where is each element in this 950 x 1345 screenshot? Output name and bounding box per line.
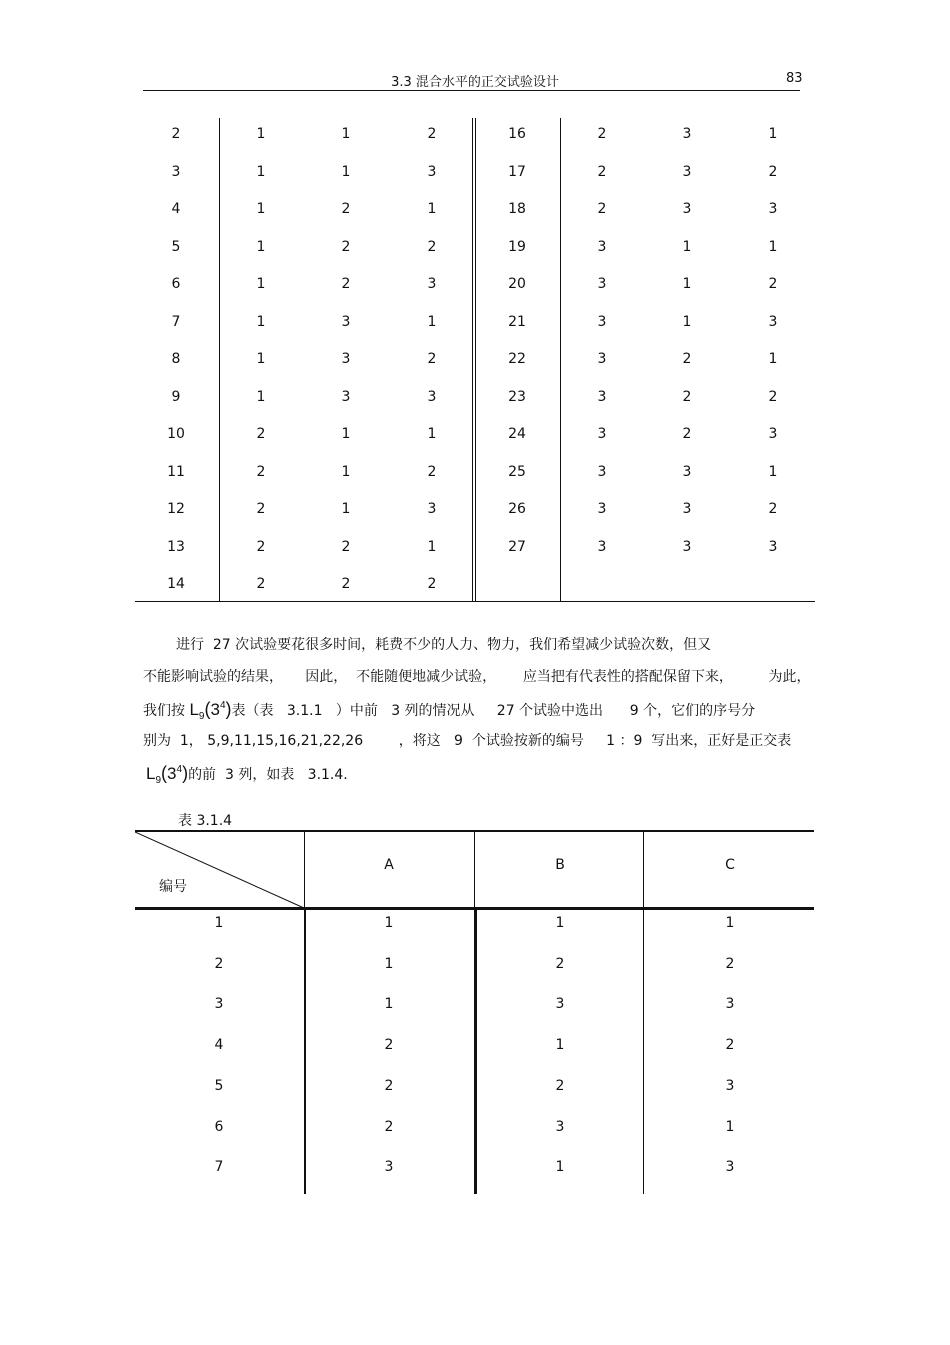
table-cell: 1 [555, 915, 565, 931]
table-cell: 3 [427, 276, 437, 292]
table-cell: 1 [427, 201, 437, 217]
table-cell: 4 [171, 201, 181, 217]
text-continuation: 表（表 3.1.1 ）中前 3 列的情况从 27 个试验中选出 9 个，它们的序号分 [231, 703, 756, 719]
diagonal-header-line [135, 830, 305, 910]
corner-label: 编号 [159, 879, 187, 895]
table-cell: 3 [597, 538, 607, 555]
table-cell: 3 [768, 201, 778, 217]
table-cell: 1 [341, 163, 351, 180]
column-divider [219, 118, 220, 602]
table-cell: 2 [341, 276, 351, 292]
row-number: 4 [214, 1037, 224, 1054]
table-cell: 13 [167, 538, 185, 555]
table-cell: 1 [427, 538, 437, 555]
table-cell: 11 [167, 463, 185, 480]
table-cell: 2 [341, 238, 351, 255]
table-cell: 5 [171, 238, 181, 255]
double-divider-line [475, 118, 476, 602]
table-cell: 1 [384, 915, 394, 931]
table-cell: 1 [555, 1159, 565, 1176]
table-cell: 1 [341, 126, 351, 142]
table-cell: 2 [427, 126, 437, 142]
table-cell: 2 [768, 501, 778, 517]
table-cell: 1 [256, 388, 266, 405]
orthogonal-table-continuation [135, 118, 815, 602]
table-cell: 19 [508, 238, 526, 255]
table-cell: 2 [427, 238, 437, 255]
paragraph-line-4: 别为 1， 5,9,11,15,16,21,22,26 ，将这 9 个试验按新的编号 1 ：9 写出来，正好是正交表 [143, 733, 792, 749]
header-divider [474, 830, 475, 908]
table-cell: 2 [682, 426, 692, 442]
table-cell: 1 [768, 126, 778, 142]
table-cell: 2 [256, 538, 266, 555]
table-cell: 2 [256, 426, 266, 442]
table-cell: 23 [508, 388, 526, 405]
table-caption: 表 3.1.4 [178, 813, 233, 829]
row-number: 6 [214, 1118, 224, 1135]
table-cell: 3 [427, 163, 437, 180]
table-cell: 2 [256, 463, 266, 480]
table-cell: 3 [768, 313, 778, 330]
row-number: 1 [214, 915, 224, 931]
table-cell: 3 [597, 313, 607, 330]
table-cell: 2 [384, 1037, 394, 1054]
table-cell: 1 [384, 996, 394, 1013]
table-cell: 9 [171, 388, 181, 405]
table-cell: 22 [508, 351, 526, 367]
table-cell: 1 [256, 163, 266, 180]
table-cell: 2 [682, 351, 692, 367]
table-cell: 1 [725, 1118, 735, 1135]
table-cell: 1 [768, 351, 778, 367]
table-cell: 8 [171, 351, 181, 367]
table-cell: 18 [508, 201, 526, 217]
row-number: 5 [214, 1077, 224, 1094]
text-we-use: 我们按 [143, 703, 185, 719]
table-cell: 2 [768, 388, 778, 405]
table-cell: 2 [725, 1037, 735, 1054]
table-cell: 1 [256, 238, 266, 255]
column-divider [643, 830, 644, 1194]
table-cell: 1 [682, 313, 692, 330]
table-cell: 20 [508, 276, 526, 292]
table-cell: 1 [555, 1037, 565, 1054]
table-cell: 3 [341, 351, 351, 367]
table-cell: 1 [256, 351, 266, 367]
body-divider [304, 908, 306, 1194]
table-cell: 3 [768, 538, 778, 555]
table-cell: 24 [508, 426, 526, 442]
table-cell: 3 [725, 1077, 735, 1094]
double-divider-line [472, 118, 473, 602]
table-cell: 1 [725, 915, 735, 931]
table-cell: 3 [682, 201, 692, 217]
table-cell: 3 [682, 163, 692, 180]
table-cell: 3 [682, 126, 692, 142]
table-cell: 2 [341, 576, 351, 592]
row-number: 3 [214, 996, 224, 1013]
row-number: 7 [214, 1159, 224, 1176]
table-cell: 17 [508, 163, 526, 180]
table-cell: 3 [682, 501, 692, 517]
table-cell: 12 [167, 501, 185, 517]
table-cell: 2 [384, 1118, 394, 1135]
table-cell: 2 [384, 1077, 394, 1094]
table-cell: 1 [341, 426, 351, 442]
paragraph-line-2: 不能影响试验的结果， 因此， 不能随便地减少试验， 应当把有代表性的搭配保留下来， 为此， [143, 669, 811, 685]
table-cell: 2 [427, 463, 437, 480]
table-cell: 2 [171, 126, 181, 142]
table-cell: 21 [508, 313, 526, 330]
table-cell: 16 [508, 126, 526, 142]
table-cell: 1 [768, 238, 778, 255]
table-cell: 3 [427, 388, 437, 405]
table-cell: 3 [725, 996, 735, 1013]
table-cell: 3 [555, 1118, 565, 1135]
table-cell: 1 [256, 313, 266, 330]
table-cell: 1 [768, 463, 778, 480]
table-cell: 3 [427, 501, 437, 517]
paragraph-line-1: 进行 27 次试验要花很多时间，耗费不少的人力、物力，我们希望减少试验次数，但又 [176, 637, 712, 653]
table-notation-l9: $L_9(3^4)$ [189, 699, 232, 722]
table-cell: 26 [508, 501, 526, 517]
header-rule [143, 90, 800, 91]
table-cell: 3 [725, 1159, 735, 1176]
table-cell: 10 [167, 426, 185, 442]
row-number: 2 [214, 955, 224, 972]
table-cell: 1 [682, 276, 692, 292]
table-cell: 27 [508, 538, 526, 555]
table-cell: 1 [341, 463, 351, 480]
table-cell: 3 [171, 163, 181, 180]
table-cell: 2 [555, 1077, 565, 1094]
table-cell: 1 [427, 313, 437, 330]
table-cell: 1 [682, 238, 692, 255]
table-cell: 2 [725, 955, 735, 972]
table-cell: 3 [597, 238, 607, 255]
table-cell: 2 [597, 126, 607, 142]
column-header: A [384, 857, 394, 873]
table-cell: 1 [256, 276, 266, 292]
table-cell: 6 [171, 276, 181, 292]
table-cell: 3 [341, 313, 351, 330]
table-cell: 1 [341, 501, 351, 517]
table-cell: 3 [597, 388, 607, 405]
table-cell: 1 [384, 955, 394, 972]
column-header: C [725, 857, 735, 873]
page-number: 83 [786, 71, 803, 86]
table-cell: 3 [682, 538, 692, 555]
table-cell: 2 [555, 955, 565, 972]
table-cell: 3 [597, 501, 607, 517]
table-cell: 2 [597, 201, 607, 217]
table-cell: 1 [256, 126, 266, 142]
table-cell: 2 [427, 576, 437, 592]
table-cell: 2 [682, 388, 692, 405]
table-cell: 2 [597, 163, 607, 180]
running-header-title: 3.3 混合水平的正交试验设计 [391, 75, 559, 90]
paragraph-line-5 [146, 764, 348, 786]
body-divider [474, 908, 477, 1194]
table-cell: 2 [427, 351, 437, 367]
table-cell: 14 [167, 576, 185, 592]
table-cell: 2 [256, 501, 266, 517]
column-header: B [555, 857, 565, 873]
table-cell: 3 [768, 426, 778, 442]
paragraph-line-3 [143, 700, 755, 722]
table-notation-l9: $L_9(3^4)$ [146, 763, 189, 786]
table-cell: 3 [597, 351, 607, 367]
table-cell: 3 [682, 463, 692, 480]
table-3-1-4 [135, 830, 814, 1194]
table-cell: 2 [256, 576, 266, 592]
table-cell: 3 [384, 1159, 394, 1176]
table-cell: 2 [768, 276, 778, 292]
table-cell: 3 [341, 388, 351, 405]
table-cell: 2 [341, 538, 351, 555]
table-cell: 25 [508, 463, 526, 480]
table-cell: 1 [256, 201, 266, 217]
table-cell: 3 [555, 996, 565, 1013]
table-cell: 2 [768, 163, 778, 180]
table-cell: 2 [341, 201, 351, 217]
table-cell: 1 [427, 426, 437, 442]
table-cell: 7 [171, 313, 181, 330]
table-bottom-rule [135, 601, 815, 602]
table-cell: 3 [597, 276, 607, 292]
table-cell: 3 [597, 463, 607, 480]
table-cell: 3 [597, 426, 607, 442]
column-divider [560, 118, 561, 602]
text-continuation: 的前 3 列，如表 3.1.4. [188, 767, 348, 783]
